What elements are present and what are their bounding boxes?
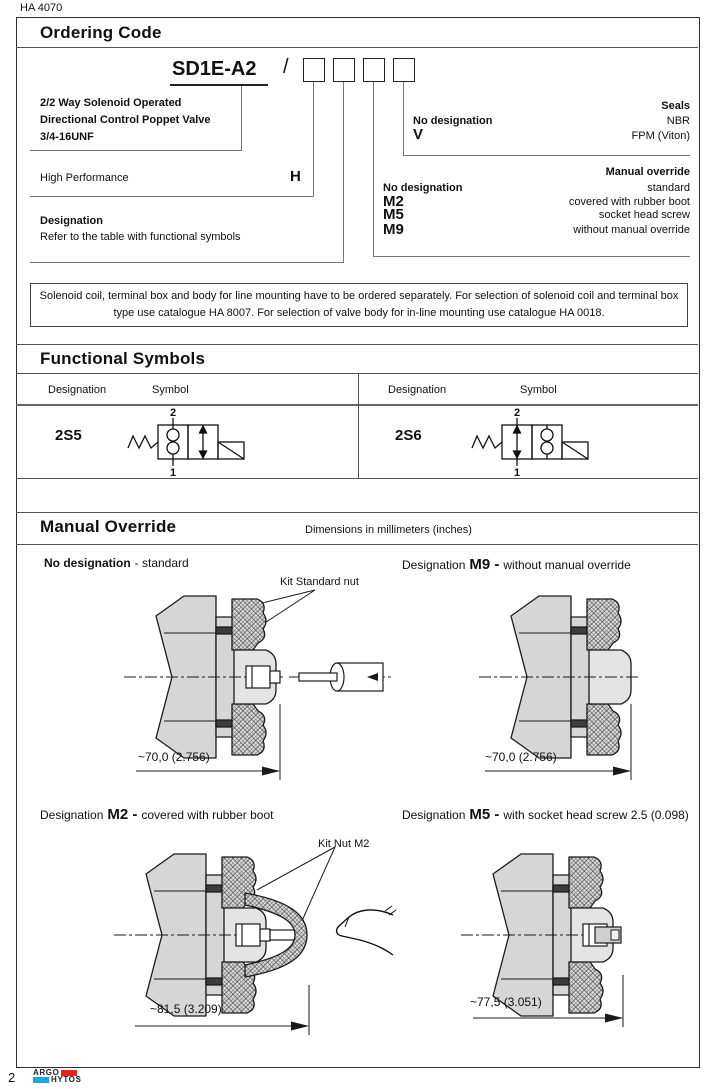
label-pre: Designation bbox=[40, 808, 104, 822]
fs-designation-2s6: 2S6 bbox=[395, 427, 422, 444]
fs-col-designation-right: Designation bbox=[388, 384, 447, 396]
fs-col-symbol-left: Symbol bbox=[152, 384, 189, 396]
divider bbox=[16, 512, 698, 513]
argo-hytos-logo bbox=[33, 1069, 81, 1083]
connector-line bbox=[30, 196, 314, 197]
dimension-label: ~70,0 (2.756) bbox=[485, 750, 557, 764]
mo-code-none: No designation bbox=[383, 182, 463, 194]
callout-kit-standard-nut: Kit Standard nut bbox=[280, 576, 359, 588]
high-performance-label: High Performance bbox=[40, 172, 129, 184]
designation-note: Refer to the table with functional symbols bbox=[40, 231, 241, 243]
model-underline bbox=[170, 84, 268, 86]
seals-code-v: V bbox=[413, 126, 424, 143]
check-valve-icon bbox=[541, 425, 553, 459]
section-title-ordering-code: Ordering Code bbox=[40, 23, 162, 42]
connector-line bbox=[241, 86, 242, 150]
spring-icon bbox=[472, 436, 502, 448]
fs-col-symbol-right: Symbol bbox=[520, 384, 557, 396]
connector-line bbox=[373, 256, 690, 257]
override-pin-tool bbox=[289, 663, 393, 691]
figure-m9-label bbox=[402, 556, 635, 573]
label-rest: without manual override bbox=[503, 558, 631, 572]
connector-line bbox=[343, 82, 344, 262]
table-center-divider bbox=[358, 373, 359, 478]
dimension-label: ~81,5 (3.209) bbox=[150, 1002, 222, 1016]
valve-cross-section-m2 bbox=[85, 835, 395, 1050]
order-field-box-4 bbox=[393, 58, 415, 82]
port-label-bottom: 1 bbox=[513, 467, 521, 479]
figure-standard bbox=[30, 550, 395, 805]
dimension-label: ~77,5 (3.051) bbox=[470, 995, 542, 1009]
logo-blue-block bbox=[33, 1077, 49, 1083]
manual-override-title: Manual override bbox=[605, 166, 690, 178]
logo-text-argo: ARGO bbox=[33, 1068, 60, 1077]
divider bbox=[16, 344, 698, 345]
mo-value-m2: covered with rubber boot bbox=[568, 196, 690, 208]
seals-value-fpm: FPM (Viton) bbox=[631, 130, 690, 142]
seals-code-none: No designation bbox=[413, 115, 493, 127]
label-pre: Designation bbox=[402, 558, 466, 572]
hydraulic-symbol-2s6 bbox=[462, 406, 632, 478]
valve-desc-line2: Directional Control Poppet Valve bbox=[40, 114, 211, 126]
flow-arrow-icon bbox=[200, 426, 207, 458]
high-performance-code: H bbox=[290, 168, 301, 185]
pointing-finger-icon bbox=[337, 906, 396, 955]
divider bbox=[16, 47, 698, 48]
valve-cross-section-m5 bbox=[445, 835, 685, 1050]
seals-value-nbr: NBR bbox=[666, 115, 690, 127]
fs-designation-2s5: 2S5 bbox=[55, 427, 82, 444]
label-code: M5 - bbox=[469, 806, 500, 823]
slash-separator: / bbox=[283, 56, 289, 78]
connector-line bbox=[30, 262, 344, 263]
connector-line bbox=[373, 82, 374, 256]
label-pre: Designation bbox=[402, 808, 466, 822]
section-title-functional-symbols: Functional Symbols bbox=[40, 349, 206, 368]
mo-value-m9: without manual override bbox=[573, 224, 690, 236]
logo-text-hytos: HYTOS bbox=[51, 1075, 82, 1084]
label-code: M9 - bbox=[469, 556, 500, 573]
port-label-top: 2 bbox=[513, 407, 521, 419]
label-code: No designation bbox=[44, 556, 131, 570]
socket-recess bbox=[611, 930, 619, 940]
units-note: Dimensions in millimeters (inches) bbox=[305, 524, 472, 536]
callout-kit-nut-m2: Kit Nut M2 bbox=[318, 838, 370, 850]
solenoid-icon bbox=[218, 442, 244, 459]
spring-icon bbox=[128, 436, 158, 448]
ordering-note-box bbox=[30, 283, 688, 327]
dimension-label: ~70,0 (2.756) bbox=[138, 750, 210, 764]
check-valve-icon bbox=[167, 425, 179, 459]
mo-value-standard: standard bbox=[647, 182, 690, 194]
connector-line bbox=[403, 155, 690, 156]
section-title-manual-override: Manual Override bbox=[40, 517, 177, 536]
connector-line bbox=[30, 150, 242, 151]
flow-arrow-icon bbox=[514, 426, 521, 458]
figure-m5 bbox=[400, 800, 698, 1065]
hydraulic-symbol-2s5 bbox=[118, 406, 288, 478]
label-code: M2 - bbox=[107, 806, 138, 823]
page-number: 2 bbox=[8, 1070, 16, 1085]
designation-label: Designation bbox=[40, 215, 103, 227]
figure-m9 bbox=[400, 550, 698, 805]
label-rest: - standard bbox=[134, 556, 189, 570]
order-field-box-3 bbox=[363, 58, 385, 82]
order-field-box-2 bbox=[333, 58, 355, 82]
ordering-note-text: Solenoid coil, terminal box and body for line mounting have to be ordered separately. For selection of solenoid coil and terminal box type use catalogue HA 8007. For selection of valve body for in-line mounting use catalogue HA 0018. bbox=[39, 289, 679, 319]
mo-code-m5: M5 bbox=[383, 206, 404, 223]
connector-line bbox=[403, 82, 404, 155]
connector-line bbox=[313, 82, 314, 196]
order-field-box-1 bbox=[303, 58, 325, 82]
mo-code-m9: M9 bbox=[383, 221, 404, 238]
mo-code-m2: M2 bbox=[383, 193, 404, 210]
fs-col-designation-left: Designation bbox=[48, 384, 107, 396]
divider bbox=[16, 373, 698, 374]
figure-standard-label bbox=[40, 556, 193, 570]
solenoid-icon bbox=[562, 442, 588, 459]
valve-desc-line1: 2/2 Way Solenoid Operated bbox=[40, 97, 182, 109]
seals-title: Seals bbox=[661, 100, 690, 112]
divider bbox=[16, 544, 698, 545]
figure-m2-label bbox=[40, 806, 277, 823]
pin-extension bbox=[270, 930, 298, 940]
label-rest: with socket head screw 2.5 (0.098) bbox=[503, 808, 689, 822]
port-label-top: 2 bbox=[169, 407, 177, 419]
port-label-bottom: 1 bbox=[169, 467, 177, 479]
model-code: SD1E-A2 bbox=[172, 58, 257, 80]
mo-value-m5: socket head screw bbox=[598, 209, 690, 221]
label-rest: covered with rubber boot bbox=[141, 808, 274, 822]
figure-m5-label bbox=[402, 806, 693, 823]
valve-desc-line3: 3/4-16UNF bbox=[40, 131, 94, 143]
valve-cross-section-standard bbox=[90, 582, 390, 787]
table-bottom-rule bbox=[16, 478, 698, 479]
doc-code: HA 4070 bbox=[20, 2, 63, 14]
figure-m2 bbox=[30, 800, 395, 1065]
